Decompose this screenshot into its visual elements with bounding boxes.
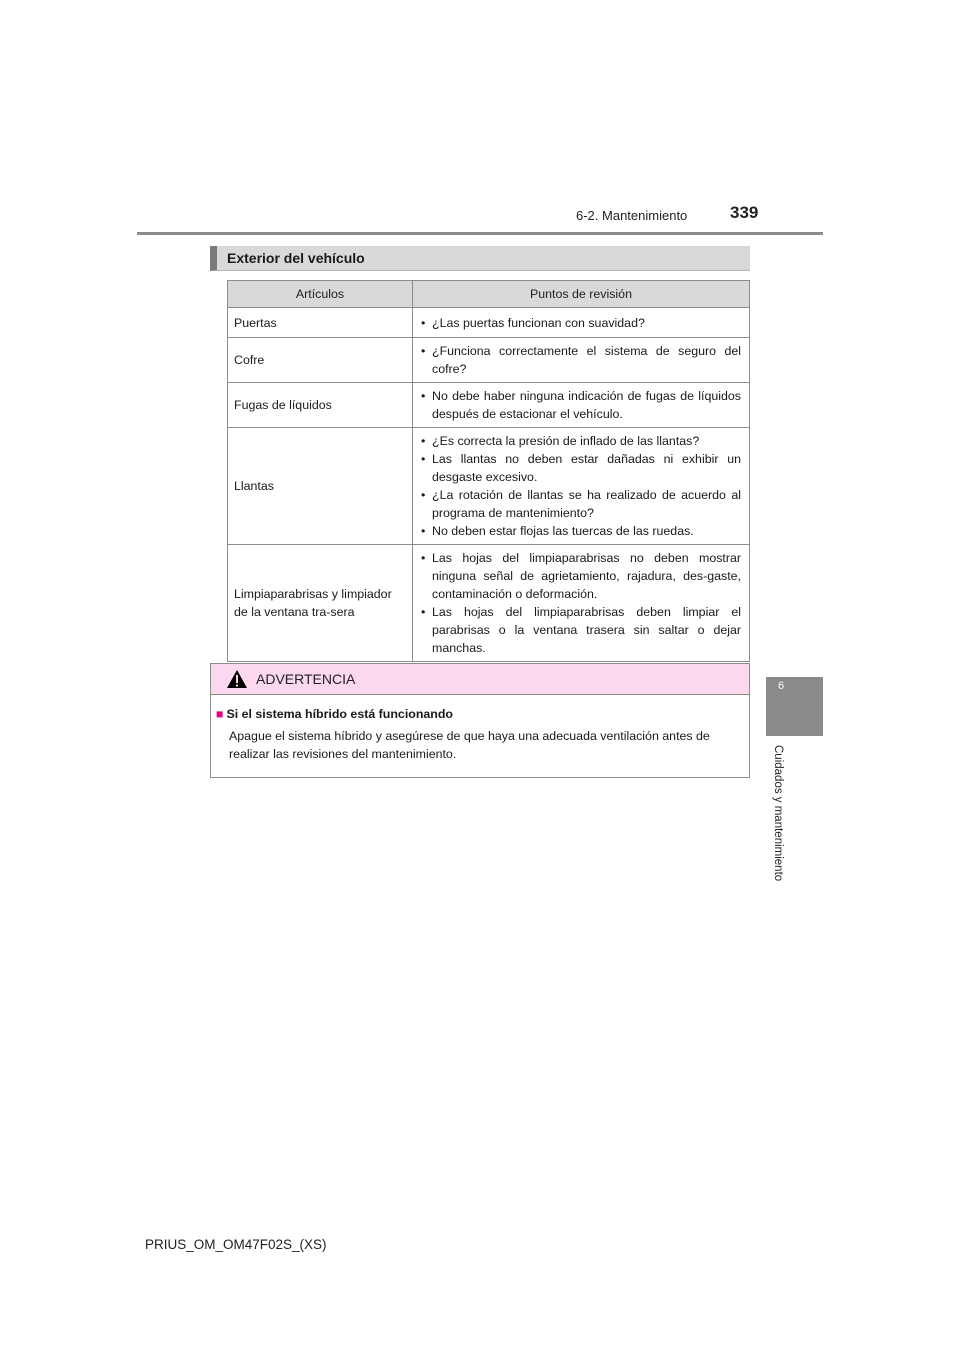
inspection-table <box>227 280 750 662</box>
warning-triangle-icon <box>226 669 248 689</box>
check-point: • No debe haber ninguna indicación de fugas de líquidos después de estacionar el vehículo. <box>421 389 741 421</box>
row-item: Cofre <box>228 338 413 383</box>
row-points <box>413 383 750 428</box>
square-bullet-icon: ■ <box>216 707 224 721</box>
table-row <box>228 383 750 428</box>
row-points <box>413 428 750 545</box>
warning-label: ADVERTENCIA <box>256 671 356 687</box>
table-row <box>228 338 750 383</box>
check-point: • ¿La rotación de llantas se ha realizado de acuerdo al programa de mantenimiento? <box>421 488 741 520</box>
warning-text: Apague el sistema híbrido y asegúrese de que haya una adecuada ventilación antes de realizar las revisiones del mantenimiento. <box>229 729 710 761</box>
chapter-tab-number: 6 <box>777 680 785 692</box>
column-header-points: Puntos de revisión <box>413 281 750 308</box>
header-divider <box>137 232 823 235</box>
check-point: • No deben estar flojas las tuercas de las ruedas. <box>421 524 694 538</box>
row-points <box>413 338 750 383</box>
table-row <box>228 428 750 545</box>
table-header-row <box>228 281 750 308</box>
check-point: • Las hojas del limpiaparabrisas deben limpiar el parabrisas o la ventana trasera sin saltar o dejar manchas. <box>421 605 741 655</box>
table-row <box>228 308 750 338</box>
row-points <box>413 308 750 338</box>
row-item: Fugas de líquidos <box>228 383 413 428</box>
warning-header <box>211 664 749 695</box>
warning-subheading: ■ Si el sistema híbrido está funcionando <box>216 707 454 721</box>
running-header-section: 6-2. Mantenimiento <box>576 208 688 223</box>
check-point: • ¿Es correcta la presión de inflado de las llantas? <box>421 434 700 448</box>
section-title: Exterior del vehículo <box>227 250 365 266</box>
row-points <box>413 545 750 662</box>
check-point: • Las hojas del limpiaparabrisas no deben mostrar ninguna señal de agrietamiento, rajadura, des-gaste, contaminación o deformación. <box>421 551 741 601</box>
check-point: • ¿Las puertas funcionan con suavidad? <box>421 315 645 330</box>
chapter-tab-label: Cuidados y mantenimiento <box>772 745 784 882</box>
row-item: Llantas <box>228 428 413 545</box>
section-title-bar <box>210 246 750 271</box>
warning-box <box>210 663 750 778</box>
check-point: • ¿Funciona correctamente el sistema de seguro del cofre? <box>421 344 741 376</box>
check-point: • Las llantas no deben estar dañadas ni exhibir un desgaste excesivo. <box>421 452 741 484</box>
row-item: Puertas <box>228 308 413 338</box>
column-header-items: Artículos <box>228 281 413 308</box>
page-number: 339 <box>730 203 759 222</box>
document-footer: PRIUS_OM_OM47F02S_(XS) <box>145 1237 327 1252</box>
table-row <box>228 545 750 662</box>
row-item: Limpiaparabrisas y limpiador de la ventana tra-sera <box>228 545 413 662</box>
